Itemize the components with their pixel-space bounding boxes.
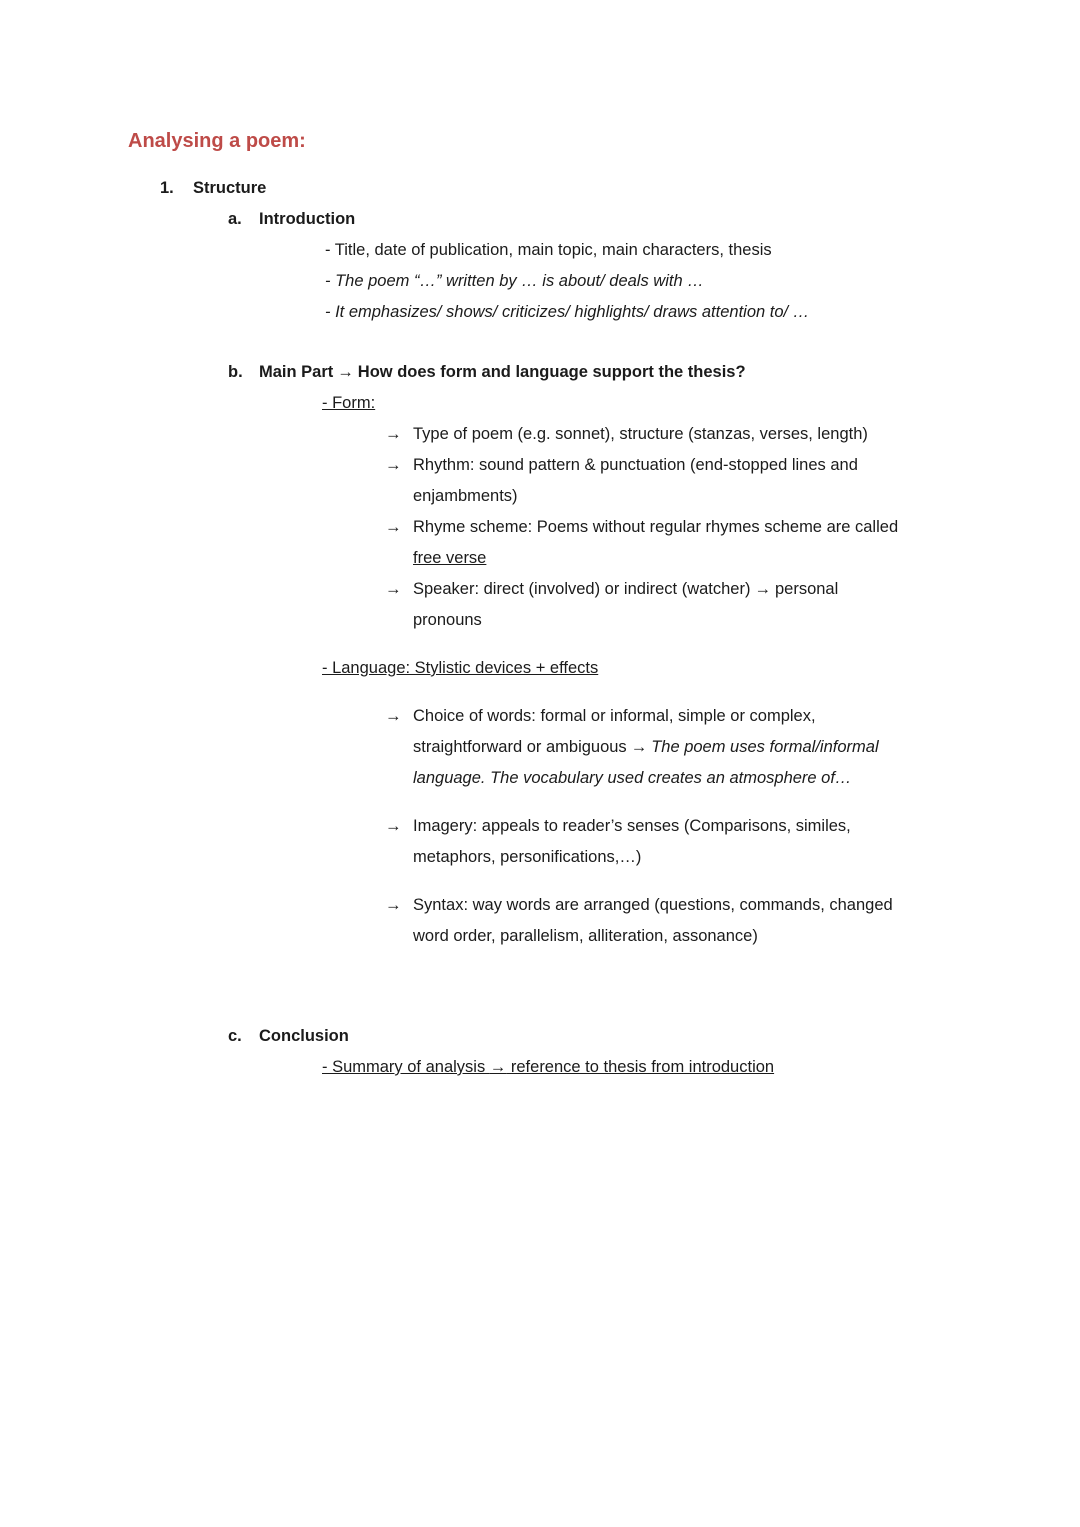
language-item-syntax xyxy=(385,890,903,952)
arrow-icon: → xyxy=(385,518,402,536)
language-item-choice xyxy=(385,701,903,794)
arrow-icon: → xyxy=(337,363,354,381)
language-item-choice-text xyxy=(413,701,903,794)
free-verse-term: free verse xyxy=(413,549,487,567)
intro-line-3: - It emphasizes/ shows/ criticizes/ highlights/ draws attention to/ … xyxy=(325,303,810,321)
introduction-label: Introduction xyxy=(259,210,356,228)
speaker-text-post: personal pronouns xyxy=(413,580,839,629)
rhyme-text: Rhyme scheme: Poems without regular rhymes scheme are called xyxy=(413,518,899,536)
list-item-introduction xyxy=(228,204,1080,235)
form-item-rhythm xyxy=(385,450,903,512)
list-letter-a: a. xyxy=(228,210,242,228)
arrow-icon: → xyxy=(630,738,648,756)
arrow-icon: → xyxy=(385,707,402,725)
language-item-syntax-text: Syntax: way words are arranged (questions, commands, changed word order, parallelism, alliteration, assonance) xyxy=(413,896,893,945)
list-item-main-part xyxy=(228,357,1080,388)
summary-text-post: reference to thesis from introduction xyxy=(506,1058,775,1076)
main-part-question: How does form and language support the thesis? xyxy=(357,363,746,381)
arrow-icon: → xyxy=(385,425,402,443)
intro-line-2: - The poem “…” written by … is about/ deals with … xyxy=(325,272,704,290)
list-letter-c: c. xyxy=(228,1027,242,1045)
form-item-rhyme-text xyxy=(413,512,903,574)
arrow-icon: → xyxy=(489,1058,507,1076)
list-number: 1. xyxy=(160,179,174,197)
language-item-imagery-text: Imagery: appeals to reader’s senses (Comparisons, similes, metaphors, personifications,…) xyxy=(413,817,851,866)
arrow-icon: → xyxy=(385,456,402,474)
list-item-conclusion xyxy=(228,1021,1080,1052)
form-item-speaker xyxy=(385,574,903,636)
speaker-text: Speaker: direct (involved) or indirect (watcher) xyxy=(413,580,751,598)
main-part-label: Main Part xyxy=(259,363,334,381)
conclusion-line-text xyxy=(322,1058,774,1076)
structure-label: Structure xyxy=(193,179,267,197)
arrow-icon: → xyxy=(754,580,771,598)
list-item-structure xyxy=(160,173,1080,204)
form-item-type-text: Type of poem (e.g. sonnet), structure (stanzas, verses, length) xyxy=(413,425,868,443)
choice-example-phrase: The poem uses formal/informal language. The vocabulary used creates an atmosphere of… xyxy=(413,738,879,787)
conclusion-label: Conclusion xyxy=(259,1027,349,1045)
list-letter-b: b. xyxy=(228,363,243,381)
arrow-icon: → xyxy=(385,580,402,598)
conclusion-line xyxy=(322,1052,1080,1083)
arrow-icon: → xyxy=(385,896,402,914)
choice-text: Choice of words: formal or informal, simple or complex, straightforward or ambiguous xyxy=(413,707,816,756)
form-item-speaker-text xyxy=(413,574,903,636)
intro-line-1: - Title, date of publication, main topic, main characters, thesis xyxy=(325,241,772,259)
language-item-imagery xyxy=(385,811,903,873)
summary-text: - Summary of analysis xyxy=(322,1058,490,1076)
form-item-type xyxy=(385,419,903,450)
page-title: Analysing a poem: xyxy=(128,130,306,152)
form-item-rhyme xyxy=(385,512,903,574)
form-item-rhythm-text: Rhythm: sound pattern & punctuation (end-stopped lines and enjambments) xyxy=(413,456,858,505)
arrow-icon: → xyxy=(385,817,402,835)
form-subheading: - Form: xyxy=(322,394,376,412)
language-subheading: - Language: Stylistic devices + effects xyxy=(322,659,599,677)
